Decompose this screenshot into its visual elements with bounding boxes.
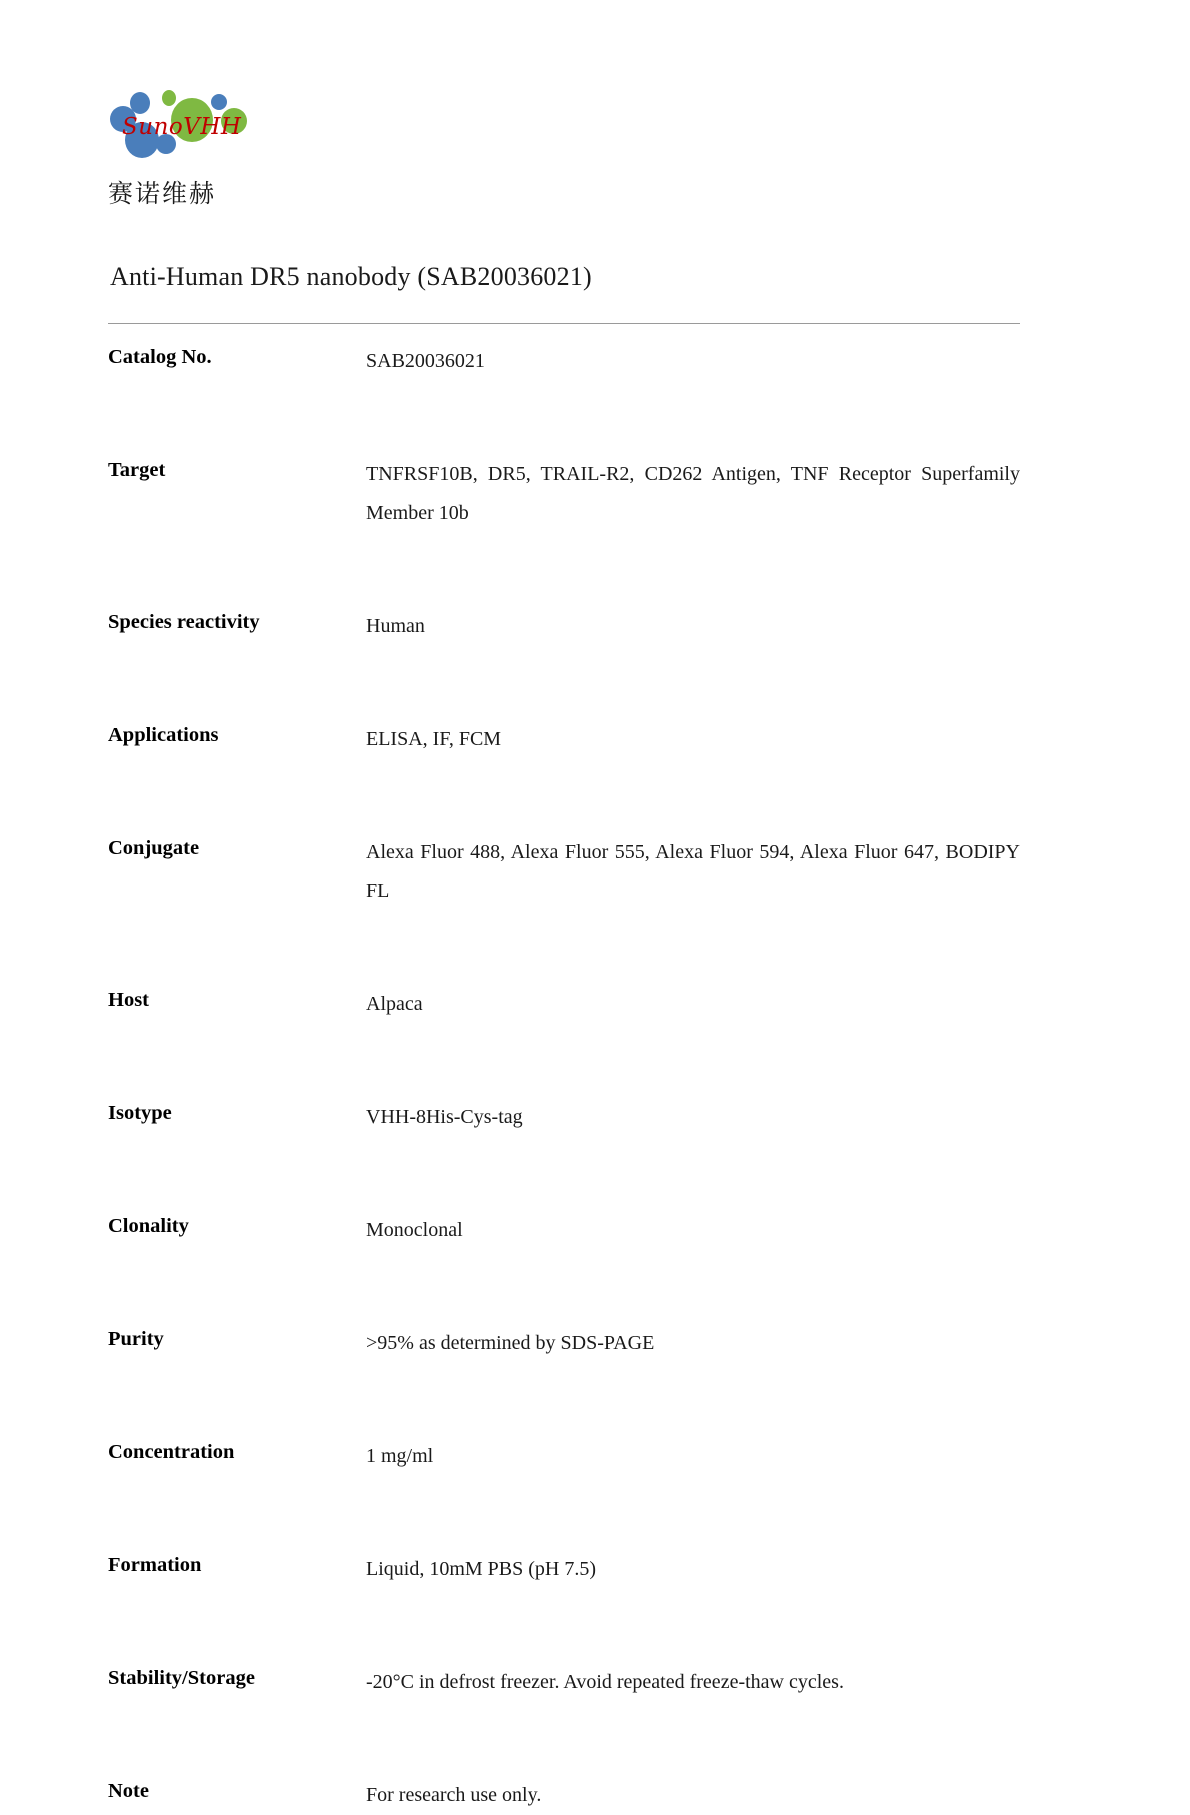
row-label: Stability/Storage [108,1667,255,1689]
row-value: For research use only. [366,1784,542,1806]
table-row [108,1550,1020,1589]
logo-mark-icon [108,88,258,168]
row-value: ELISA, IF, FCM [366,728,502,750]
row-value: -20°C in defrost freezer. Avoid repeated freeze-thaw cycles. [366,1671,844,1693]
row-value: Alpaca [366,993,423,1015]
table-row [108,1663,1020,1702]
row-label: Note [108,1780,149,1802]
row-value: VHH-8His-Cys-tag [366,1106,523,1128]
row-label: Species reactivity [108,611,260,633]
specification-table [108,342,1020,1815]
row-label: Isotype [108,1102,172,1124]
table-row [108,1437,1020,1476]
row-label: Purity [108,1328,164,1350]
table-row [108,455,1020,533]
logo-chinese-name: 赛诺维赫 [108,179,217,208]
page-title: Anti-Human DR5 nanobody (SAB20036021) [110,262,592,291]
title-divider [108,323,1020,324]
row-label: Host [108,989,149,1011]
logo-script-text: SunoVHH [122,114,242,140]
table-row [108,607,1020,646]
row-value: 1 mg/ml [366,1445,434,1467]
row-label: Conjugate [108,837,200,859]
row-value: Alexa Fluor 488, Alexa Fluor 555, Alexa Fluor 594, Alexa Fluor 647, BODIPY FL [366,841,1020,902]
table-row [108,720,1020,759]
row-label: Applications [108,724,219,746]
row-label: Target [108,459,166,481]
table-row [108,1776,1020,1815]
row-value: Liquid, 10mM PBS (pH 7.5) [366,1558,597,1580]
company-logo [108,88,488,210]
table-row [108,342,1020,381]
row-value: SAB20036021 [366,350,485,372]
row-value: TNFRSF10B, DR5, TRAIL-R2, CD262 Antigen, TNF Receptor Superfamily Member 10b [366,463,1020,524]
table-row [108,833,1020,911]
row-value: Human [366,615,425,637]
table-row [108,1324,1020,1363]
row-value: Monoclonal [366,1219,463,1241]
table-row [108,985,1020,1024]
row-label: Catalog No. [108,346,212,368]
row-label: Clonality [108,1215,189,1237]
row-label: Formation [108,1554,202,1576]
table-row [108,1098,1020,1137]
table-row [108,1211,1020,1250]
row-value: >95% as determined by SDS-PAGE [366,1332,655,1354]
row-label: Concentration [108,1441,235,1463]
